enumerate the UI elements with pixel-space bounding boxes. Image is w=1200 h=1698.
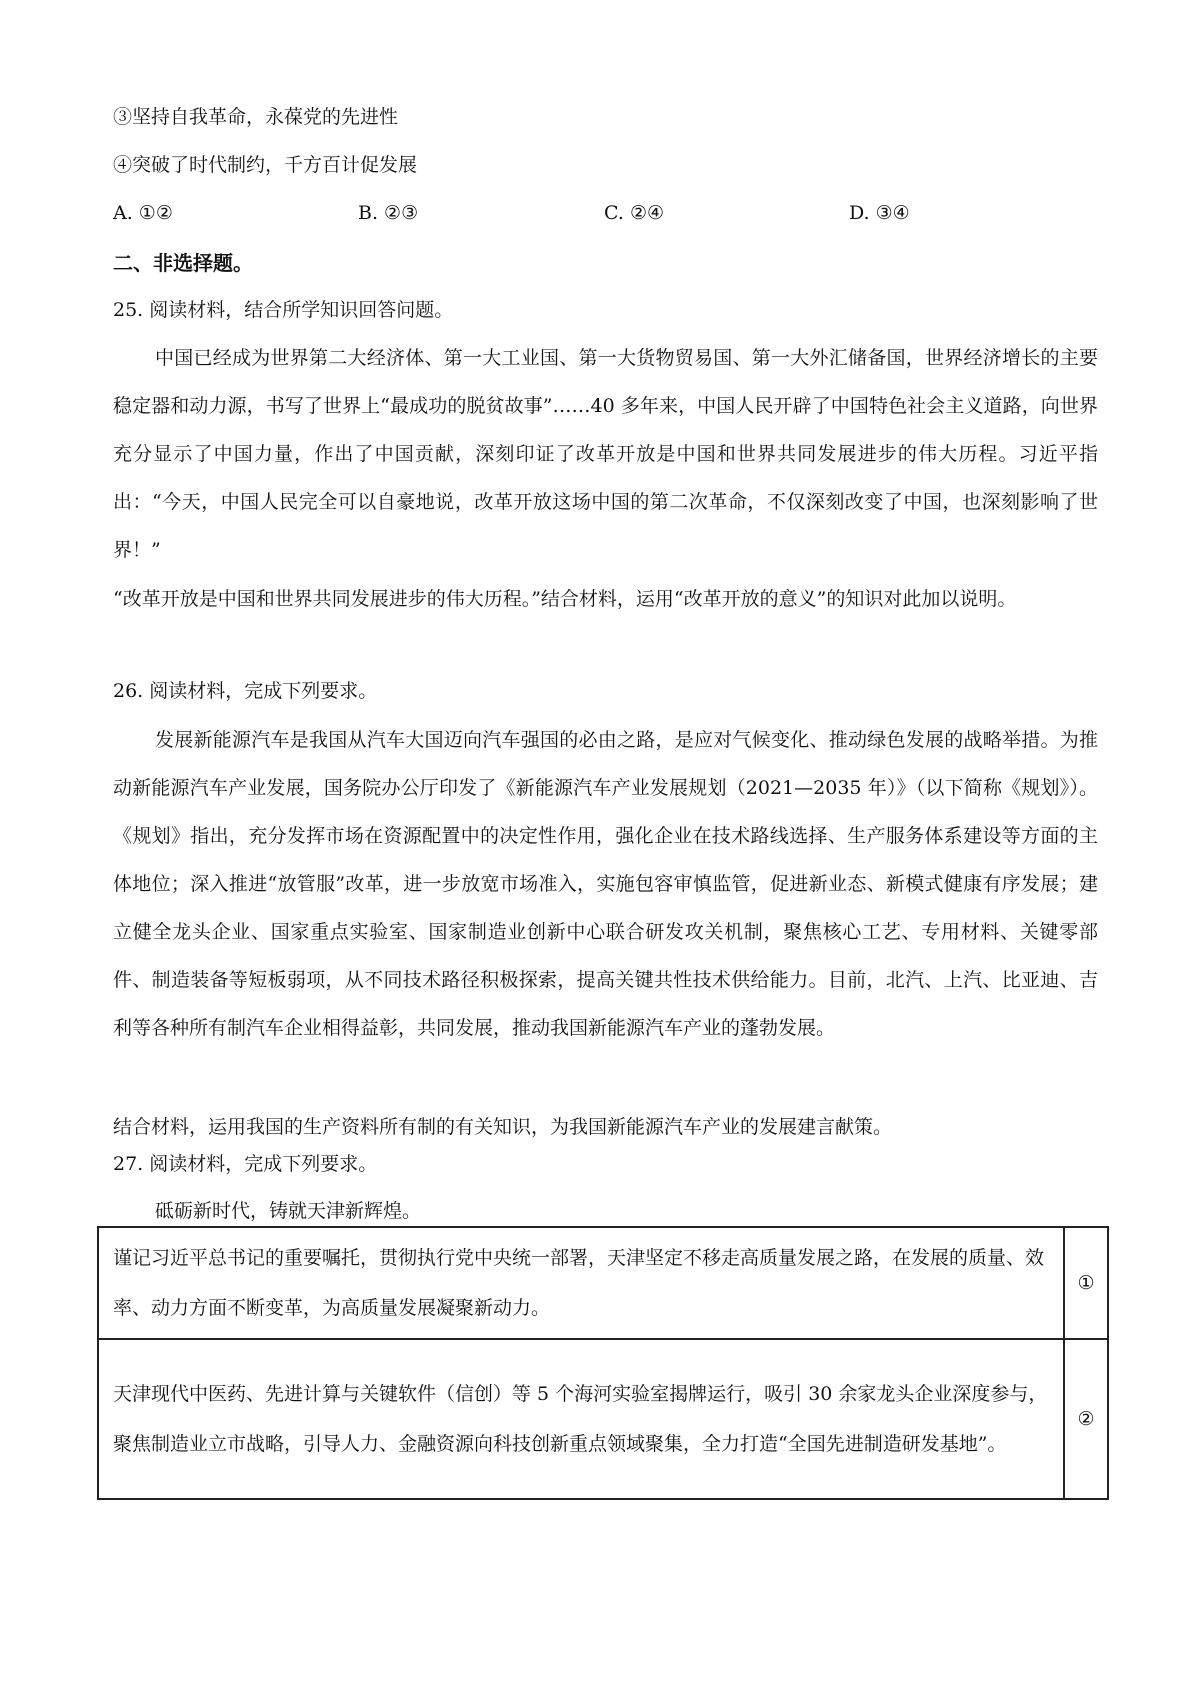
question-25-material: 中国已经成为世界第二大经济体、第一大工业国、第一大货物贸易国、第一大外汇储备国，世界经济增长的主要稳定器和动力源，书写了世界上“最成功的脱贫故事”……40 多年来，中国人民开辟了中国特色社会主义道路，向世界充分显示了中国力量，作出了中国贡献，深刻印证了改革开放是中国和世界共同发展进步的伟大历程。习近平指出：“今天，中国人民完全可以自豪地说，改革开放这场中国的第二次革命，不仅深刻改变了中国，也深刻影响了世界！” [113, 347, 1098, 561]
question-26-material: 发展新能源汽车是我国从汽车大国迈向汽车强国的必由之路，是应对气候变化、推动绿色发展的战略举措。为推动新能源汽车产业发展，国务院办公厅印发了《新能源汽车产业发展规划（2021—2035 年）》（以下简称《规划》）。《规划》指出，充分发挥市场在资源配置中的决定性作用，强化企业在技术路线选择、生产服务体系建设等方面的主体地位；深入推进“放管服”改革，进一步放宽市场准入，实施包容审慎监管，促进新业态、新模式健康有序发展；建立健全龙头企业、国家重点实验室、国家制造业创新中心联合研发攻关机制，聚焦核心工艺、专用材料、关键零部件、制造装备等短板弱项，从不同技术路径积极探索，提高关键共性技术供给能力。目前，北汽、上汽、比亚迪、吉利等各种所有制汽车企业相得益彰，共同发展，推动我国新能源汽车产业的蓬勃发展。 [113, 729, 1098, 1039]
answer-options [113, 199, 1098, 227]
material-table [97, 1226, 1109, 1500]
option-item-4: ④突破了时代制约，千方百计促发展 [113, 154, 418, 176]
question-26-prompt: 结合材料，运用我国的生产资料所有制的有关知识，为我国新能源汽车产业的发展建言献策。 [113, 1116, 893, 1138]
answer-option-c: C. ②④ [604, 202, 665, 224]
option-item-3: ③坚持自我革命，永葆党的先进性 [113, 106, 399, 128]
material-cell-number: ① [1064, 1227, 1108, 1339]
question-25-stem: 25. 阅读材料，结合所学知识回答问题。 [113, 299, 454, 321]
material-cell-number: ② [1064, 1339, 1108, 1499]
question-27-stem: 27. 阅读材料，完成下列要求。 [113, 1153, 378, 1175]
material-cell-text: 谨记习近平总书记的重要嘱托，贯彻执行党中央统一部署，天津坚定不移走高质量发展之路，在发展的质量、效率、动力方面不断变革，为高质量发展凝聚新动力。 [98, 1227, 1064, 1339]
answer-option-d: D. ③④ [849, 202, 910, 224]
answer-option-b: B. ②③ [358, 202, 419, 224]
material-row [98, 1339, 1108, 1499]
question-26-stem: 26. 阅读材料，完成下列要求。 [113, 680, 378, 702]
section-heading: 二、非选择题。 [113, 251, 253, 275]
question-27-intro: 砥砺新时代，铸就天津新辉煌。 [155, 1200, 422, 1222]
answer-option-a: A. ①② [113, 202, 173, 224]
material-cell-text: 天津现代中医药、先进计算与关键软件（信创）等 5 个海河实验室揭牌运行，吸引 30 余家龙头企业深度参与，聚焦制造业立市战略，引导人力、金融资源向科技创新重点领域聚集，全力打造“全国先进制造研发基地”。 [98, 1339, 1064, 1499]
question-25-prompt: “改革开放是中国和世界共同发展进步的伟大历程。”结合材料，运用“改革开放的意义”的知识对此加以说明。 [113, 588, 1017, 610]
material-row [98, 1227, 1108, 1339]
